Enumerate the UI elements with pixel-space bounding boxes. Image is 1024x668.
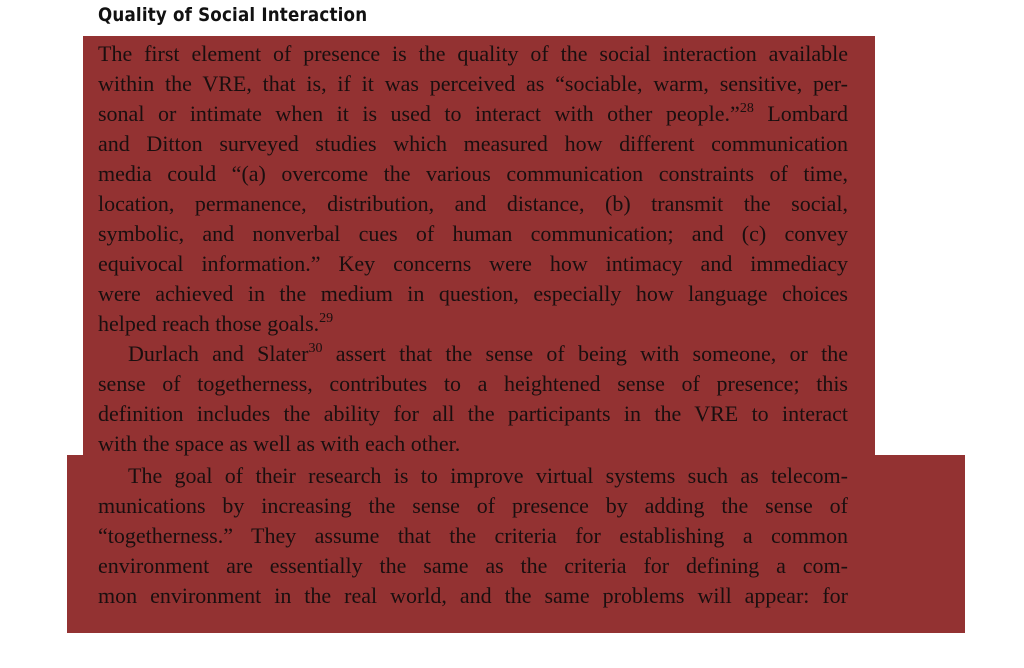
body-text-lower <box>98 461 848 611</box>
text-line <box>98 339 848 369</box>
line-text: Durlach and Slater <box>128 341 309 366</box>
text-line <box>98 39 848 69</box>
line-text: were achieved in the medium in question, especially how language choices <box>98 281 848 306</box>
text-line <box>98 69 848 99</box>
text-line <box>98 189 848 219</box>
line-text: mon environment in the real world, and the same problems will appear: for <box>98 583 848 608</box>
line-text: equivocal information.” Key concerns were how intimacy and immediacy <box>98 251 848 276</box>
text-line <box>98 429 848 459</box>
text-line <box>98 491 848 521</box>
body-text-upper <box>98 39 848 459</box>
text-line <box>98 369 848 399</box>
line-text: location, permanence, distribution, and distance, (b) transmit the social, <box>98 191 848 216</box>
text-line <box>98 551 848 581</box>
line-text: media could “(a) overcome the various communication constraints of time, <box>98 161 848 186</box>
text-line <box>98 159 848 189</box>
line-text: The goal of their research is to improve virtual systems such as telecom- <box>128 463 848 488</box>
text-line <box>98 309 848 339</box>
line-text: sense of togetherness, contributes to a heightened sense of presence; this <box>98 371 848 396</box>
text-line <box>98 99 848 129</box>
line-text: with the space as well as with each other. <box>98 431 461 456</box>
text-line <box>98 219 848 249</box>
line-text: and Ditton surveyed studies which measured how different communication <box>98 131 848 156</box>
footnote-marker: 29 <box>319 311 334 326</box>
text-line <box>98 399 848 429</box>
line-text-continued: assert that the sense of being with someone, or the <box>322 341 848 366</box>
footnote-marker: 28 <box>739 101 754 116</box>
line-text: symbolic, and nonverbal cues of human communication; and (c) convey <box>98 221 848 246</box>
line-text-continued: Lombard <box>753 101 848 126</box>
line-text: munications by increasing the sense of presence by adding the sense of <box>98 493 848 518</box>
line-text: within the VRE, that is, if it was perceived as “sociable, warm, sensitive, per- <box>98 71 848 96</box>
line-text: environment are essentially the same as the criteria for defining a com- <box>98 553 848 578</box>
text-line <box>98 249 848 279</box>
text-line <box>98 129 848 159</box>
text-line <box>98 279 848 309</box>
line-text: helped reach those goals. <box>98 311 320 336</box>
text-line <box>98 461 848 491</box>
footnote-marker: 30 <box>308 341 323 356</box>
text-line <box>98 521 848 551</box>
text-line <box>98 581 848 611</box>
line-text: sonal or intimate when it is used to interact with other people.” <box>98 101 740 126</box>
line-text: definition includes the ability for all the participants in the VRE to interact <box>98 401 848 426</box>
line-text: “togetherness.” They assume that the criteria for establishing a common <box>98 523 848 548</box>
section-heading: Quality of Social Interaction <box>98 4 368 26</box>
line-text: The first element of presence is the quality of the social interaction available <box>98 41 848 66</box>
